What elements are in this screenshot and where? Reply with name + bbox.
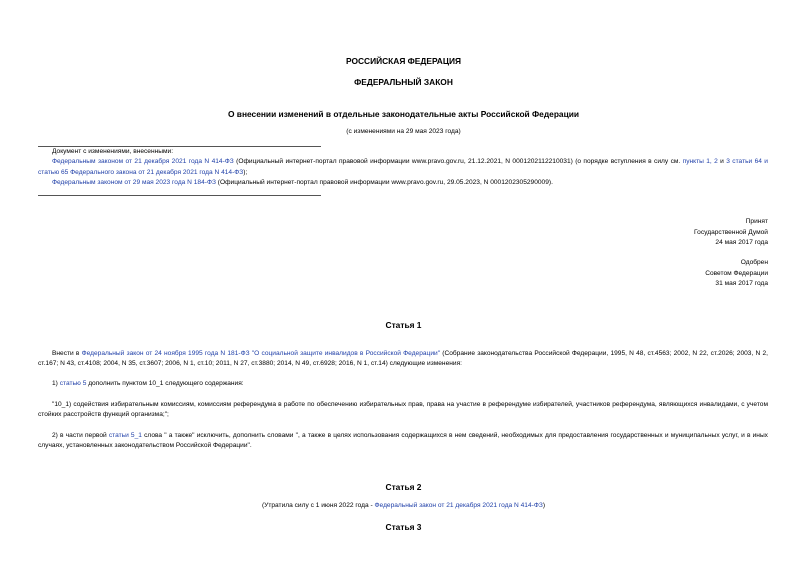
article-2-heading: Статья 2 [385, 482, 422, 492]
article-1-para-4 [38, 431, 768, 452]
change-item-2-text: (Официальный интернет-портал правовой информации www.pravo.gov.ru, 29.05.2023, N 0001202305290009). [215, 179, 553, 187]
approved-date: 31 мая 2017 года [715, 280, 768, 287]
article-1-p4-rest: слова " а также" исключить, дополнить словами ", а также в целях использования содержащихся в нем сведений, необходимых для предоставления государственных и муниципальных услуг, и в иных случаях, установленных законодательством Российской Федерации". [38, 432, 768, 450]
changes-item-1 [38, 157, 768, 178]
change-item-1-text: (Официальный интернет-портал правовой информации www.pravo.gov.ru, 21.12.2021, N 0001202112210031) (о порядке вступления в силу см. [233, 158, 683, 166]
article-3-heading: Статья 3 [385, 522, 422, 532]
change-link-184fz[interactable]: Федеральным законом от 29 мая 2023 года N 184-ФЗ [52, 179, 216, 187]
approved-by: Советом Федерации [705, 269, 768, 277]
approved-label: Одобрен [740, 259, 768, 266]
article-1-p4-text: 2) в части первой [52, 432, 109, 439]
change-link-article64[interactable]: 3 статьи 64 и статью 65 Федерального закона от 21 декабря 2021 года N 414-ФЗ [38, 158, 768, 176]
article-1-p1-rest: (Собрание законодательства Российской Федерации, 1995, N 48, ст.4563; 2002, N 22, ст.2026; 2003, N 2, ст.167; N 43, ст.4108; 2004, N 35, ст.3607; 2006, N 1, ст.10; 2011, N 27, ст.3880; 2014, N 49, ст.6928; 2016, N 1, ст.14) следующие изменения: [38, 350, 768, 368]
approval-block [705, 258, 768, 290]
doc-type-heading: ФЕДЕРАЛЬНЫЙ ЗАКОН [354, 77, 453, 87]
article-5-link[interactable]: статью 5 [59, 380, 87, 387]
change-link-414fz[interactable]: Федеральным законом от 21 декабря 2021 года N 414-ФЗ [52, 158, 234, 166]
article-1-para-3: "10_1) содействия избирательным комиссиям, комиссиям референдума в работе по обеспечению избирательных прав, права на участие в референдуме избирателей, участников референдума, являющихся инвалидами, с учетом стойких расстройств функций организма;"; [38, 401, 768, 419]
adoption-block [694, 217, 768, 249]
changes-block [38, 147, 768, 189]
article-2-note-text: (Утратила силу с 1 июня 2022 года - [261, 502, 375, 509]
country-heading: РОССИЙСКАЯ ФЕДЕРАЦИЯ [345, 56, 462, 66]
article-1-para-2 [38, 379, 768, 389]
change-item-1-text2: и [717, 158, 727, 166]
change-item-1-end: ); [243, 168, 248, 176]
page-title: О внесении изменений в отдельные законодательные акты Российской Федерации [227, 109, 580, 119]
article-2-repeal-link[interactable]: Федеральный закон от 21 декабря 2021 года N 414-ФЗ [374, 502, 543, 509]
article-1-para-1 [38, 349, 768, 370]
changes-item-2 [38, 178, 768, 188]
adopted-label: Принят [745, 218, 768, 225]
law-181fz-link[interactable]: Федеральный закон от 24 ноября 1995 года N 181-ФЗ "О социальной защите инвалидов в Российской Федерации" [81, 350, 441, 357]
article-5-1-link[interactable]: статьи 5_1 [108, 432, 142, 439]
adopted-by: Государственной Думой [694, 228, 768, 236]
article-2-note-end: ) [542, 502, 546, 509]
article-1-heading: Статья 1 [385, 320, 422, 330]
change-link-points[interactable]: пункты 1, 2 [682, 158, 718, 166]
article-1-p1-text: Внести в [52, 350, 82, 357]
changes-bottom-rule [38, 195, 321, 196]
changes-intro: Документ с изменениями, внесенными: [52, 148, 174, 155]
article-1-p2-text: 1) [52, 380, 60, 387]
article-1-p2-rest: дополнить пунктом 10_1 следующего содержания: [86, 380, 244, 387]
revision-note: (с изменениями на 29 мая 2023 года) [346, 128, 461, 135]
article-2-note [0, 501, 807, 511]
adopted-date: 24 мая 2017 года [715, 239, 768, 246]
